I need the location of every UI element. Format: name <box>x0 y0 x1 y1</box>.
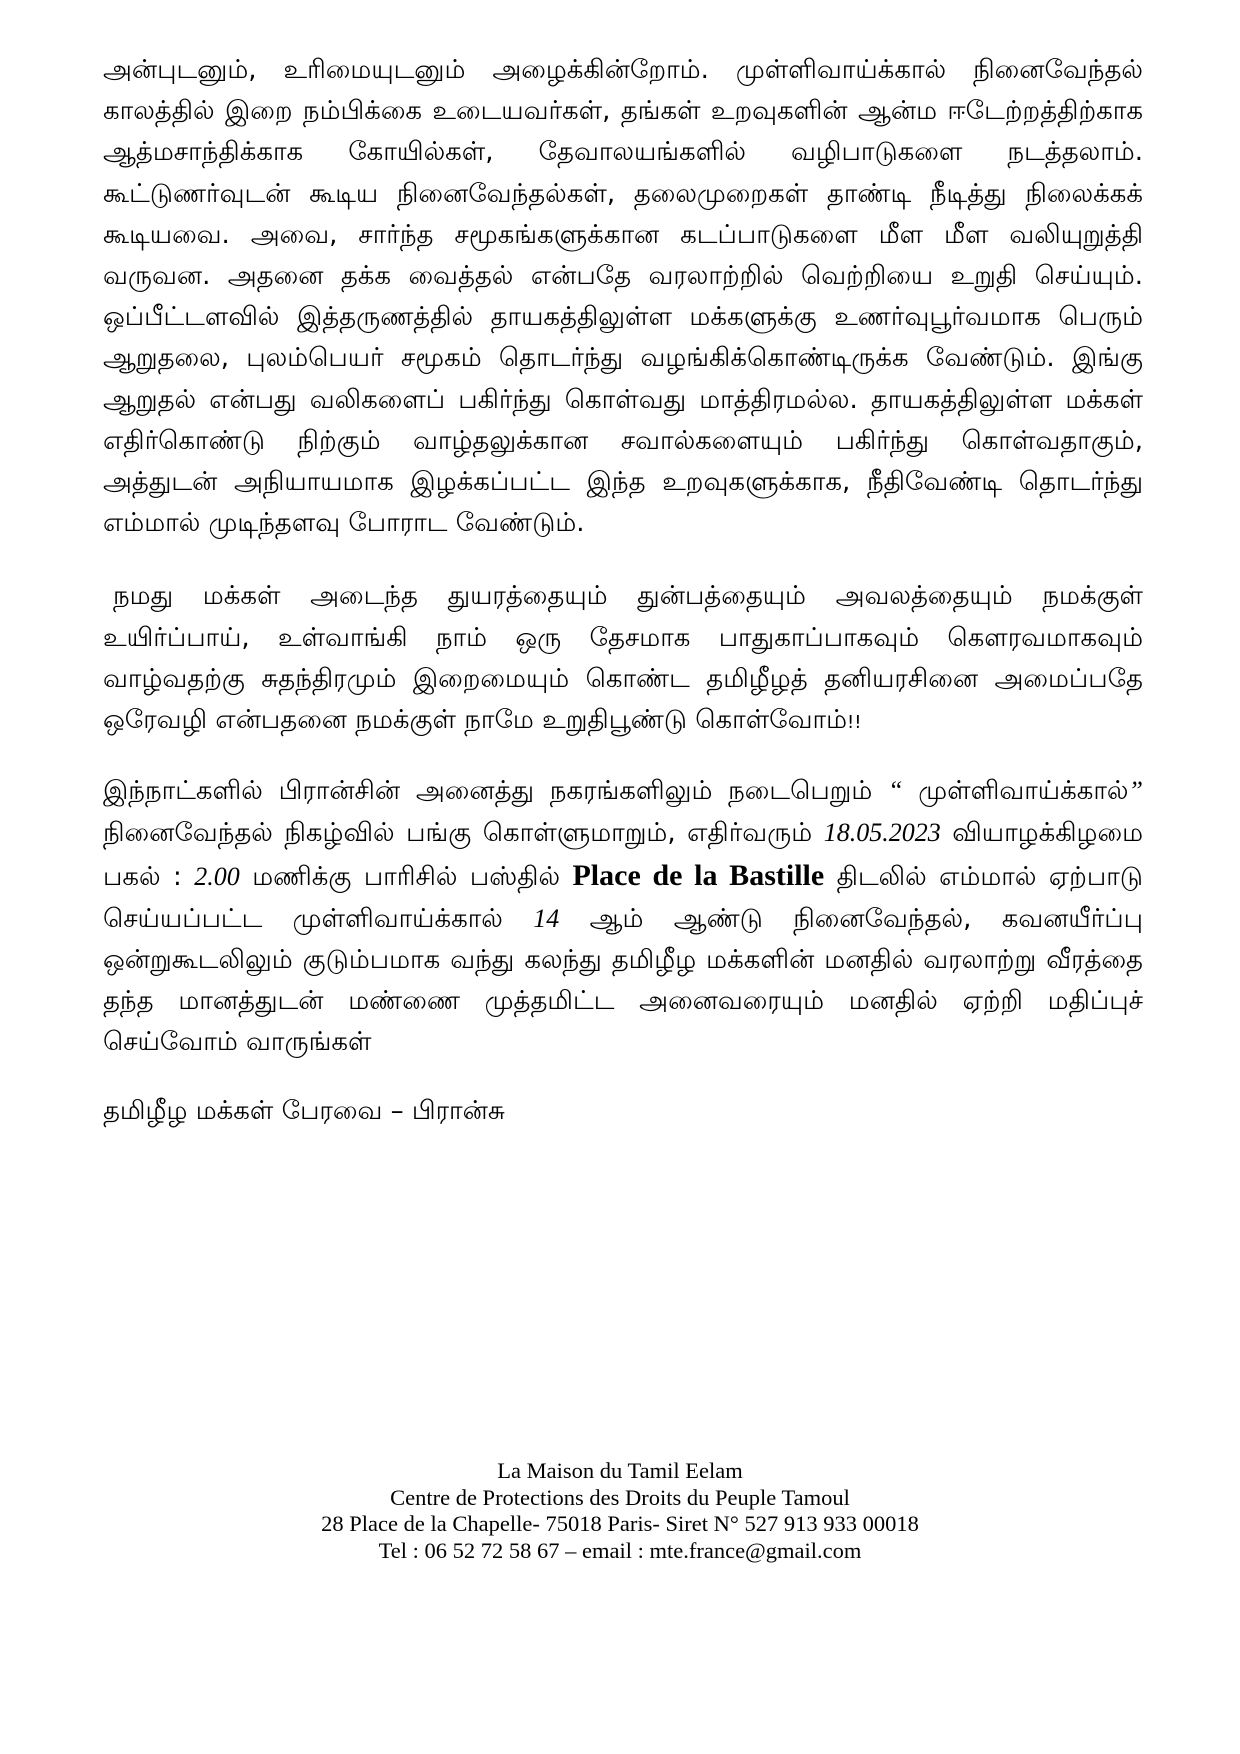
exclamation-mark: !! <box>847 712 862 734</box>
letter-body <box>103 50 1143 1132</box>
paragraph-resolve <box>103 576 1143 743</box>
invitation-text-c: நினைவேந்தல் நிகழ்வில் பங்கு கொள்ளுமாறும், எதிர்வரும் <box>103 818 824 849</box>
quote-open: “ <box>888 776 903 806</box>
letterhead-footer <box>0 1458 1240 1564</box>
invitation-text-a: இந்நாட்களில் பிரான்சின் அனைத்து நகரங்களிலும் நடைபெறும் <box>103 776 889 807</box>
event-date: 18.05.2023 <box>823 818 941 848</box>
paragraph-remembrance-text: அன்புடனும், உரிமையுடனும் அழைக்கின்றோம். முள்ளிவாய்க்கால் நினைவேந்தல் காலத்தில் இறை நம்பிக்கை உடையவர்கள், தங்கள் உறவுகளின் ஆன்ம ஈடேற்றத்திற்காக ஆத்மசாந்திக்காக கோயில்கள், தேவாலயங்களில் வழிபாடுகளை நடத்தலாம். கூட்டுணர்வுடன் கூடிய நினைவேந்தல்கள், தலைமுறைகள் தாண்டி நீடித்து நிலைக்கக் கூடியவை. அவை, சார்ந்த சமூகங்களுக்கான கடப்பாடுகளை மீள மீள வலியுறுத்தி வருவன. அதனை தக்க வைத்தல் என்பதே வரலாற்றில் வெற்றியை உறுதி செய்யும். ஒப்பீட்டளவில் இத்தருணத்தில் தாயகத்திலுள்ள மக்களுக்கு உணர்வுபூர்வமாக பெரும் ஆறுதலை, புலம்பெயர் சமூகம் தொடர்ந்து வழங்கிக்கொண்டிருக்க வேண்டும். இங்கு ஆறுதல் என்பது வலிகளைப் பகிர்ந்து கொள்வது மாத்திரமல்ல. தாயகத்திலுள்ள மக்கள் எதிர்கொண்டு நிற்கும் வாழ்தலுக்கான சவால்களையும் பகிர்ந்து கொள்வதாகும், அத்துடன் அநியாயமாக இழக்கப்பட்ட இந்த உறவுகளுக்காக, நீதிவேண்டி தொடர்ந்து எம்மால் முடிந்தளவு போராட வேண்டும். <box>103 55 1143 539</box>
footer-address: 28 Place de la Chapelle- 75018 Paris- Siret N° 527 913 933 00018 <box>321 1511 919 1536</box>
invitation-text-b: முள்ளிவாய்க்கால் <box>902 776 1129 807</box>
anniversary-number: 14 <box>533 903 560 933</box>
quote-close: ” <box>1128 776 1143 806</box>
event-time: 2.00 <box>194 861 240 891</box>
invitation-text-e: மணிக்கு பாரிசில் பஸ்தில் <box>239 861 573 892</box>
footer-contact: Tel : 06 52 72 58 67 – email : mte.france@gmail.com <box>378 1537 862 1563</box>
paragraph-invitation <box>103 770 1143 1063</box>
signature-text: தமிழீழ மக்கள் பேரவை – பிரான்சு <box>103 1095 505 1126</box>
paragraph-resolve-text: நமது மக்கள் அடைந்த துயரத்தையும் துன்பத்தையும் அவலத்தையும் நமக்குள் உயிர்ப்பாய், உள்வாங்கி நாம் ஒரு தேசமாக பாதுகாப்பாகவும் கௌரவமாகவும் வாழ்வதற்கு சுதந்திரமும் இறைமையும் கொண்ட தமிழீழத் தனியரசினை அமைப்பதே ஒரேவழி என்பதனை நமக்குள் நாமே உறுதிபூண்டு கொள்வோம் <box>103 581 1143 736</box>
signature <box>103 1091 1143 1132</box>
event-place: Place de la Bastille <box>572 858 825 892</box>
footer-org-name: La Maison du Tamil Eelam <box>497 1458 743 1483</box>
invitation-text-d: வியாழக்கிழமை பகல் : <box>103 818 1143 892</box>
paragraph-remembrance <box>103 50 1143 544</box>
invitation-text-g: ஆம் ஆண்டு நினைவேந்தல், கவனயீர்ப்பு ஒன்றுகூடலிலும் குடும்பமாக வந்து கலந்து தமிழீழ மக்களின் மனதில் வரலாற்று வீரத்தை தந்த மானத்துடன் மண்ணை முத்தமிட்ட அனைவரையும் மனதில் ஏற்றி மதிப்புச் செய்வோம் வாருங்கள் <box>103 903 1143 1058</box>
footer-org-subtitle: Centre de Protections des Droits du Peuple Tamoul <box>390 1484 850 1510</box>
invitation-text-f: திடலில் எம்மால் ஏற்பாடு செய்யப்பட்ட முள்ளிவாய்க்கால் <box>103 861 1143 934</box>
